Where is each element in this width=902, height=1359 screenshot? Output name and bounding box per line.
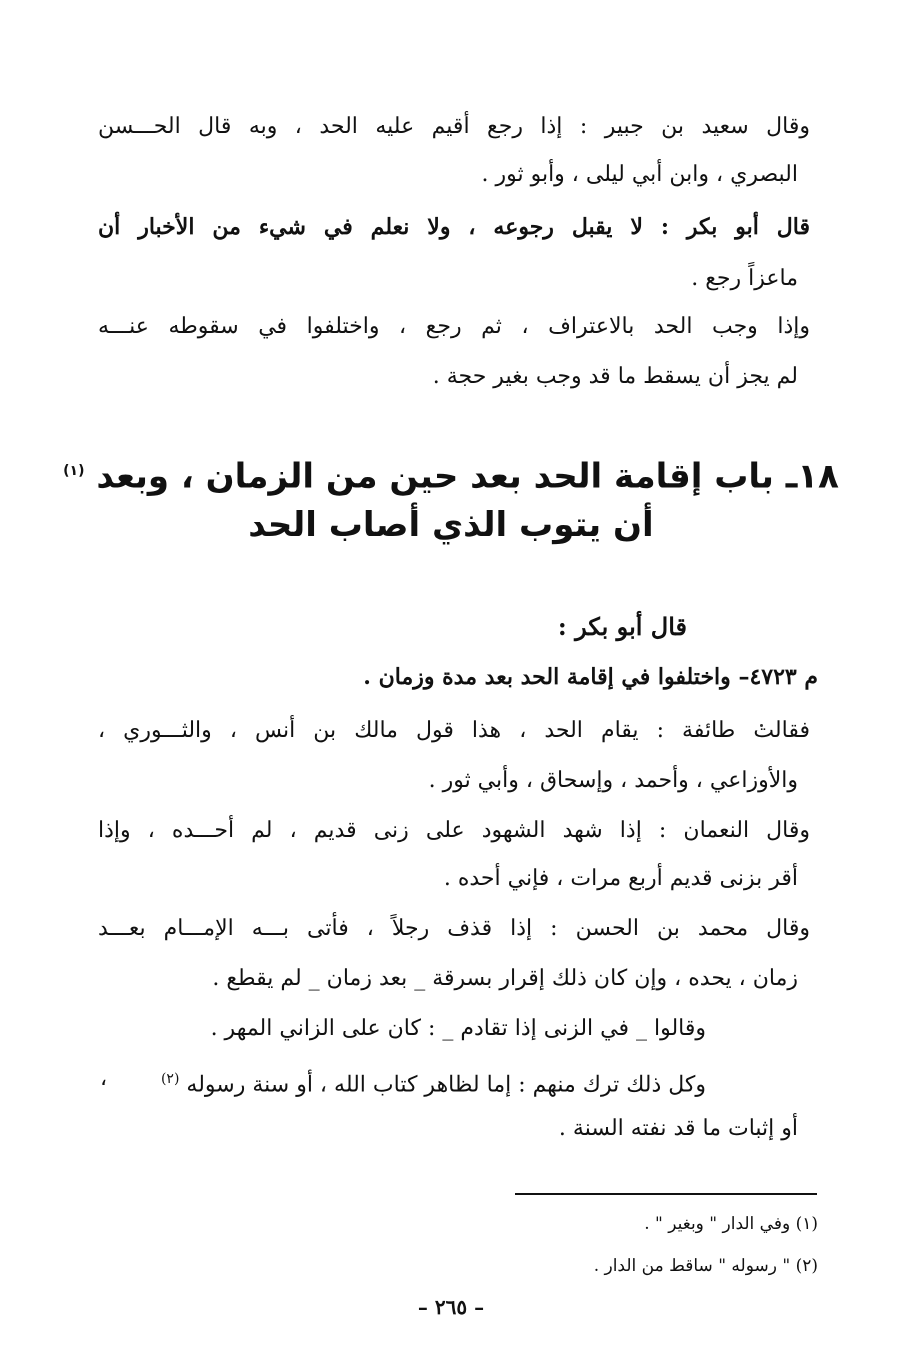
text-line: فقالت طائفة : يقام الحد ، هذا قول مالك بن أنس ، والثـــوري ، <box>98 718 810 743</box>
text-line: البصري ، وابن أبي ليلى ، وأبو ثور . <box>481 162 798 187</box>
text-line: أو إثبات ما قد نفته السنة . <box>558 1116 798 1141</box>
text-line: قال أبو بكر : لا يقبل رجوعه ، ولا نعلم في شيء من الأخبار أن <box>98 214 810 240</box>
text-line: أقر بزنى قديم أربع مرات ، فإني أحده . <box>443 866 798 891</box>
footnote-ref: (١) <box>63 463 85 479</box>
text-line: لم يجز أن يسقط ما قد وجب بغير حجة . <box>432 364 798 389</box>
text-line: وقال سعيد بن جبير : إذا رجع أقيم عليه الحد ، وبه قال الحـــسن <box>98 114 810 139</box>
text-line: وقال النعمان : إذا شهد الشهود على زنى قديم ، لم أحـــده ، وإذا <box>98 818 810 843</box>
text-line: والأوزاعي ، وأحمد ، وإسحاق ، وأبي ثور . <box>428 768 798 793</box>
chapter-title-line2: أن يتوب الذي أصاب الحد <box>248 505 654 545</box>
comma-mark: ، <box>100 1066 108 1091</box>
text-line: وقال محمد بن الحسن : إذا قذف رجلاً ، فأتى بـــه الإمـــام بعـــد <box>98 916 810 941</box>
page-number: – ٢٦٥ – <box>417 1295 485 1319</box>
footnote-divider <box>515 1193 817 1195</box>
chapter-title-text: ١٨ـ باب إقامة الحد بعد حين من الزمان ، وبعد <box>96 456 839 497</box>
text-line: ماعزاً رجع . <box>691 266 798 291</box>
text-segment: وكل ذلك ترك منهم : إما لظاهر كتاب الله ، أو سنة رسوله <box>186 1072 706 1098</box>
chapter-title-line1 <box>60 446 842 501</box>
speaker-label: قال أبو بكر : <box>557 612 687 641</box>
text-line-with-ref <box>106 1062 706 1102</box>
footnote-ref: (٢) <box>160 1071 180 1087</box>
issue-line: م ٤٧٢٣– واختلفوا في إقامة الحد بعد مدة وزمان . <box>363 664 818 690</box>
footnote-2: (٢) " رسوله " ساقط من الدار . <box>593 1256 818 1276</box>
text-line: وإذا وجب الحد بالاعتراف ، ثم رجع ، واختلفوا في سقوطه عنـــه <box>98 314 810 339</box>
footnote-1: (١) وفي الدار " وبغير " . <box>644 1214 818 1234</box>
text-line: وقالوا _ في الزنى إذا تقادم _ : كان على الزاني المهر . <box>210 1016 706 1041</box>
text-line: زمان ، يحده ، وإن كان ذلك إقرار بسرقة _ بعد زمان _ لم يقطع . <box>212 966 798 991</box>
